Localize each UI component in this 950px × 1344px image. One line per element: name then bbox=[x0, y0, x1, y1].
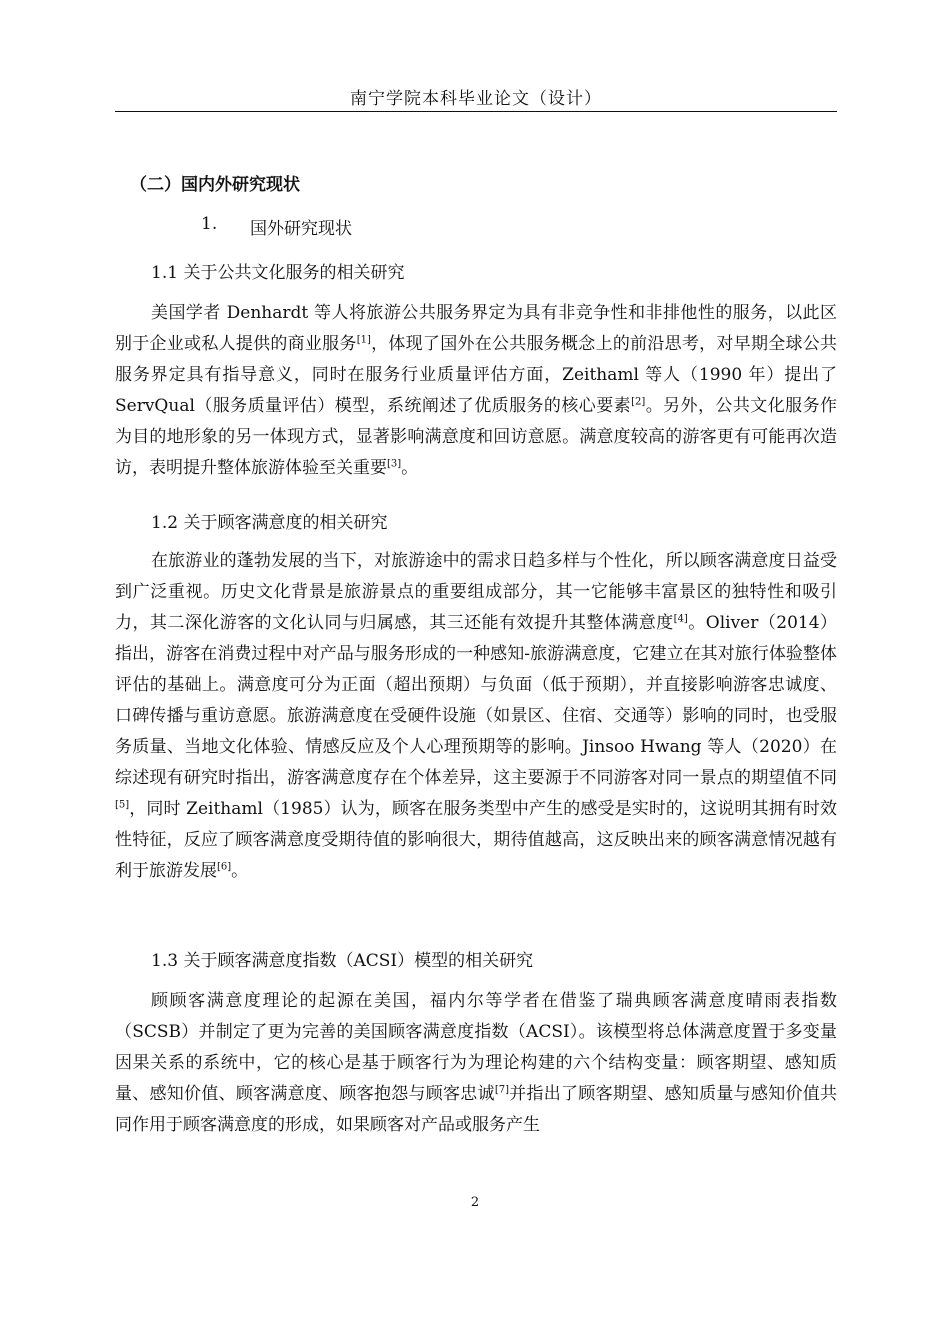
subheading-1-3: 1.3 关于顾客满意度指数（ACSI）模型的相关研究 bbox=[151, 951, 534, 971]
section-title: （二）国内外研究现状 bbox=[130, 175, 300, 195]
para-text: ，体现了国外在公共服务概念上的前沿思考，对早期全球公共服务界定具有指导意义，同时在服务行业质量评估方面，Zeithaml 等人（1990 年）提出了 ServQual（服务质量评估）模型，系统阐述了优质服务的核心要素 bbox=[115, 334, 838, 416]
para-text: 。另外，公共文化服务作为目的地形象的另一体现方式，显著影响满意度和回访意愿。满意度较高的游客更有可能再次造访，表明提升整体旅游体验至关重要 bbox=[115, 396, 837, 478]
para-text: 。 bbox=[401, 458, 419, 478]
citation-ref: [2] bbox=[631, 396, 646, 408]
header-rule bbox=[115, 111, 837, 112]
subheading-1-2: 1.2 关于顾客满意度的相关研究 bbox=[151, 513, 388, 533]
para-text: 并指出了顾客期望、感知质量与感知价值共同作用于顾客满意度的形成，如果顾客对产品或服务产生 bbox=[115, 1084, 838, 1135]
citation-ref: [3] bbox=[387, 458, 402, 470]
running-header: 南宁学院本科毕业论文（设计） bbox=[350, 89, 602, 109]
para-text: 顾顾客满意度理论的起源在美国，福内尔等学者在借鉴了瑞典顾客满意度晴雨表指数（SCSB）并制定了更为完善的美国顾客满意度指数（ACSI）。该模型将总体满意度置于多变量因果关系的系统中，它的核心是基于顾客行为为理论构建的六个结构变量：顾客期望、感知质量、感知价值、顾客满意度、顾客抱怨与顾客忠诚 bbox=[115, 991, 837, 1104]
paragraph-public-cultural-service bbox=[115, 298, 837, 484]
para-text: 美国学者 Denhardt 等人将旅游公共服务界定为具有非竞争性和非排他性的服务，以此区别于企业或私人提供的商业服务 bbox=[115, 303, 837, 354]
heading-text: 国外研究现状 bbox=[250, 219, 352, 239]
para-text: ，同时 Zeithaml（1985）认为，顾客在服务类型中产生的感受是实时的，这说明其拥有时效性特征，反应了顾客满意度受期待值的影响很大，期待值越高，这反映出来的顾客满意情况越有利于旅游发展 bbox=[115, 799, 837, 881]
para-text: 。Oliver（2014）指出，游客在消费过程中对产品与服务形成的一种感知-旅游满意度，它建立在其对旅行体验整体评估的基础上。满意度可分为正面（超出预期）与负面（低于预期），并直接影响游客忠诚度、口碑传播与重访意愿。旅游满意度在受硬件设施（如景区、住宿、交通等）影响的同时，也受服务质量、当地文化体验、情感反应及个人心理预期等的影响。Jinsoo Hwang 等人（2020）在综述现有研究时指出，游客满意度存在个体差异，这主要源于不同游客对同一景点的期望值不同 bbox=[115, 613, 838, 788]
citation-ref: [6] bbox=[217, 861, 232, 873]
citation-ref: [5] bbox=[115, 799, 130, 811]
para-text: 。 bbox=[231, 861, 249, 881]
citation-ref: [7] bbox=[494, 1084, 509, 1096]
citation-ref: [4] bbox=[673, 613, 688, 625]
citation-ref: [1] bbox=[356, 334, 371, 346]
paragraph-acsi-model bbox=[115, 986, 837, 1141]
para-text: 在旅游业的蓬勃发展的当下，对旅游途中的需求日趋多样与个性化，所以顾客满意度日益受到广泛重视。历史文化背景是旅游景点的重要组成部分，其一它能够丰富景区的独特性和吸引力，其二深化游客的文化认同与归属感，其三还能有效提升其整体满意度 bbox=[115, 551, 837, 633]
page-number: 2 bbox=[470, 1195, 480, 1210]
subheading-1-1: 1.1 关于公共文化服务的相关研究 bbox=[151, 263, 405, 283]
heading-number: 1. bbox=[201, 214, 218, 234]
paragraph-customer-satisfaction bbox=[115, 546, 837, 887]
